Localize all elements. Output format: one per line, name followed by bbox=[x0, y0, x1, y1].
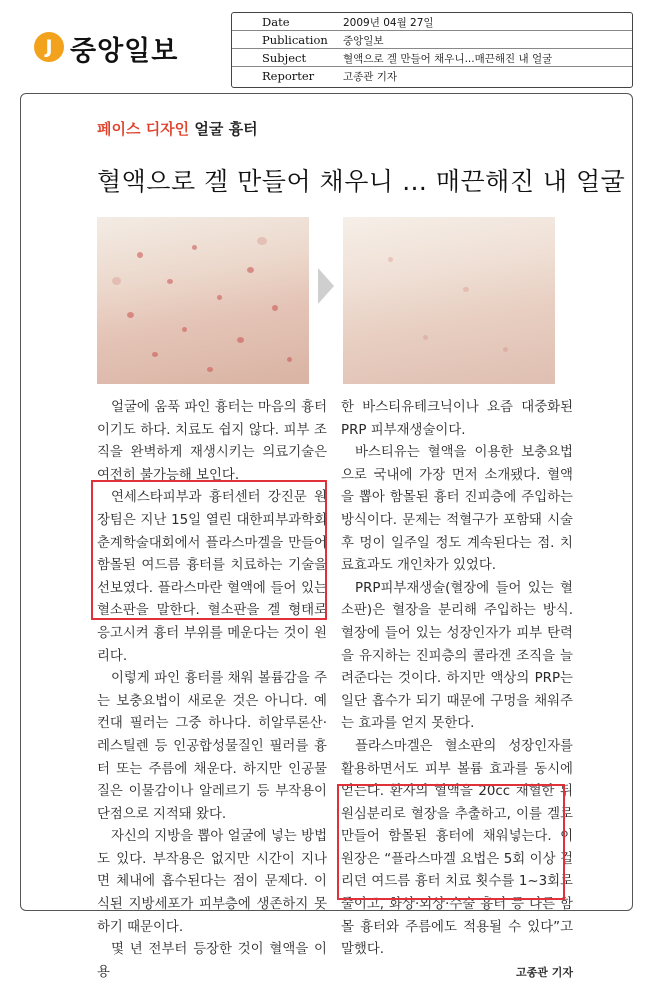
arrow-icon bbox=[318, 268, 334, 304]
paragraph: 얼굴에 움푹 파인 흉터는 마음의 흉터이기도 하다. 치료도 쉽지 않다. 피부 조직을 완벽하게 재생시키는 의료기술은 여전히 불가능해 보인다. bbox=[97, 400, 327, 483]
info-label: Reporter bbox=[262, 69, 315, 83]
byline-row bbox=[341, 962, 573, 984]
after-photo bbox=[343, 217, 555, 384]
info-value: 고종관 기자 bbox=[343, 71, 398, 83]
section-label-black: 얼굴 흉터 bbox=[194, 120, 258, 138]
paragraph: 플라스마겔은 혈소판의 성장인자를 활용하면서도 피부 볼륨 효과를 동시에 얻는다. 환자의 혈액을 20cc 채혈한 뒤 원심분리로 혈장을 추출하고, 이를 겔로 만들어 함몰된 흉터에 채워넣는다. 이 원장은 “플라스마겔 요법은 5회 이상 걸리던 여드름 흉터 치료 횟수를 1~3회로 줄이고, 화상·외상·수술 흉터 등 다른 함몰 흉터와 주름에도 적용될 수 있다”고 말했다. bbox=[341, 738, 573, 958]
highlight-box bbox=[337, 784, 565, 900]
paragraph: 연세스타피부과 흉터센터 강진문 원장팀은 지난 15일 열린 대한피부과학회 춘계학술대회에서 플라스마겔을 만들어 함몰된 여드름 흉터를 치료하는 기술을 선보였다. 플라스마란 혈액에 들어 있는 혈소판을 말한다. 혈소판을 겔 형태로 응고시켜 흉터 부위를 메운다는 것이 원리다. bbox=[97, 490, 327, 664]
section-label bbox=[97, 118, 258, 139]
info-value: 혈액으로 겔 만들어 채우니...매끈해진 내 얼굴 bbox=[343, 53, 553, 65]
section-label-red: 페이스 디자인 bbox=[97, 120, 190, 138]
metadata-table bbox=[231, 12, 633, 88]
info-value: 2009년 04월 27일 bbox=[343, 17, 434, 29]
paragraph: 몇 년 전부터 등장한 것이 혈액을 이용 bbox=[97, 942, 327, 980]
paragraph: PRP피부재생술(혈장에 들어 있는 혈소판)은 혈장을 분리해 주입하는 방식. 혈장에 들어 있는 성장인자가 피부 탄력을 유지하는 진피층의 콜라겐 조직을 늘려준다는 것이다. 하지만 액상의 PRP는 일단 흡수가 되기 때문에 구멍을 채워주는 효과를 얻지 못한다. bbox=[341, 580, 573, 732]
info-row-subject bbox=[232, 49, 632, 67]
info-row-publication bbox=[232, 31, 632, 49]
info-row-date bbox=[232, 13, 632, 31]
info-label: Date bbox=[262, 15, 290, 29]
paragraph: 이렇게 파인 흉터를 채워 볼륨감을 주는 보충요법이 새로운 것은 아니다. 예컨대 필러는 그중 하나다. 히알루론산·레스틸렌 등 인공합성물질인 필러를 흉터 또는 주름에 채운다. 하지만 인공물질은 이물감이나 알레르기 등 부작용이 단점으로 지적돼 왔다. bbox=[97, 671, 327, 822]
paragraph: 자신의 지방을 뽑아 얼굴에 넣는 방법도 있다. 부작용은 없지만 시간이 지나면 체내에 흡수된다는 점이 문제다. 이식된 지방세포가 피부층에 생존하지 못하기 때문이다. bbox=[97, 829, 327, 935]
byline: 고종관 기자 bbox=[516, 965, 573, 979]
info-label: Subject bbox=[262, 51, 307, 65]
logo-mark: J bbox=[34, 32, 64, 62]
paragraph: 바스티유는 혈액을 이용한 보충요법으로 국내에 가장 먼저 소개됐다. 혈액을 뽑아 함몰된 흉터 진피층에 주입하는 방식이다. 문제는 적혈구가 포함돼 시술 후 멍이 일주일 정도 계속된다는 점. 치료효과도 개인차가 있었다. bbox=[341, 445, 573, 574]
newspaper-logo: 중앙일보 bbox=[70, 36, 179, 67]
info-label: Publication bbox=[262, 33, 328, 47]
info-row-reporter bbox=[232, 67, 632, 84]
info-value: 중앙일보 bbox=[343, 35, 384, 47]
highlight-box bbox=[91, 480, 327, 620]
before-photo bbox=[97, 217, 309, 384]
headline: 혈액으로 겔 만들어 채우니 … 매끈해진 내 얼굴 bbox=[97, 167, 626, 196]
paragraph: 한 바스티유테크닉이나 요즘 대중화된 PRP 피부재생술이다. bbox=[341, 400, 573, 438]
